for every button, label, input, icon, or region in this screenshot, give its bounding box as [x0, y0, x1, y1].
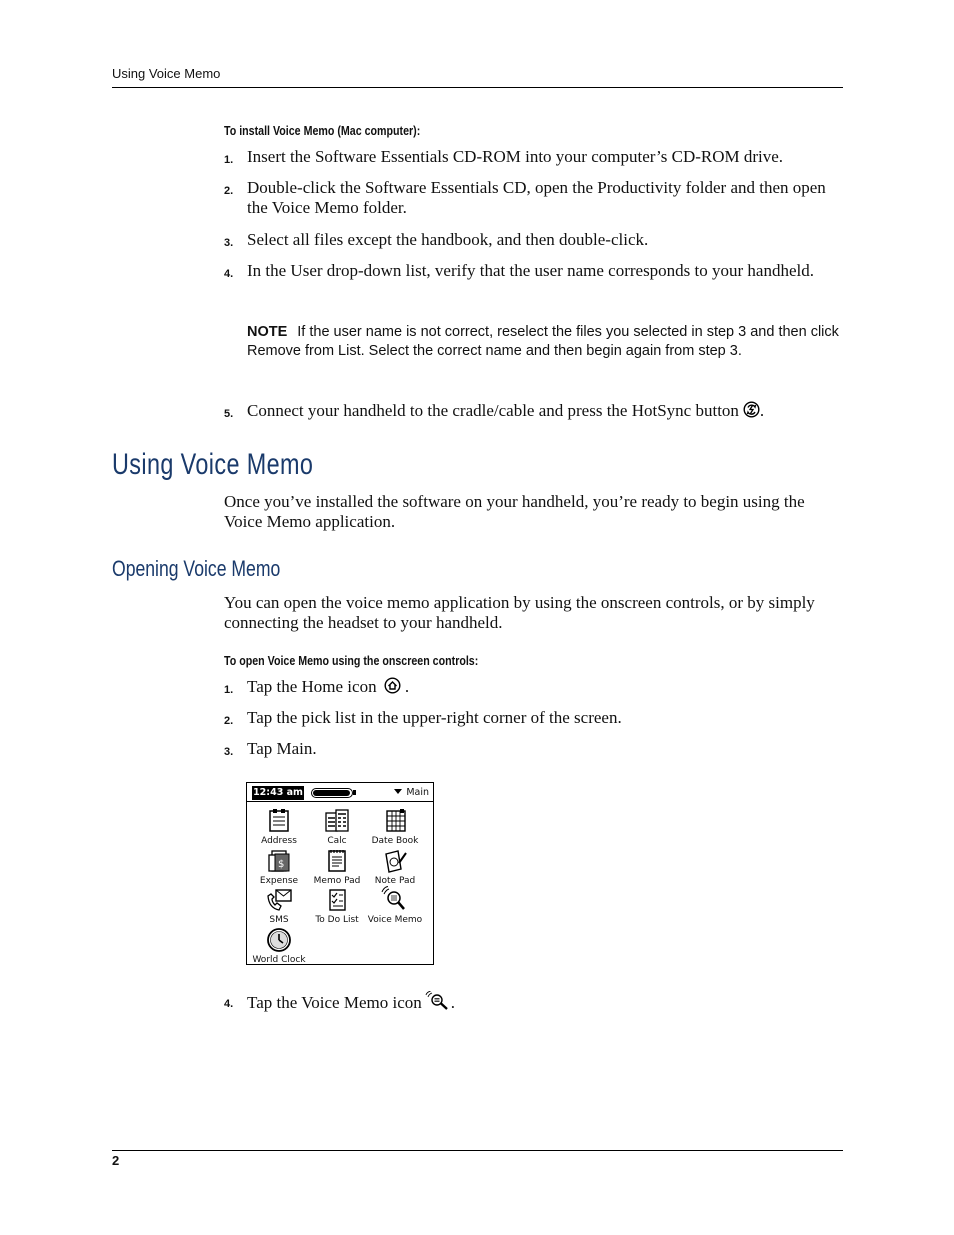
battery-icon [311, 788, 353, 798]
sms-icon [265, 886, 293, 914]
open-step-2 [224, 708, 844, 728]
date-book-icon [381, 807, 409, 835]
step-number: 3. [224, 746, 234, 758]
app-expense[interactable] [249, 847, 309, 886]
category-picklist[interactable] [394, 787, 429, 798]
category-label: Main [406, 787, 429, 798]
app-label: SMS [269, 915, 289, 925]
open-step-4 [224, 991, 844, 1016]
install-step-3 [224, 230, 844, 250]
app-world-clock[interactable] [249, 926, 309, 965]
step-number: 4. [224, 998, 234, 1010]
header-rule [112, 87, 843, 88]
app-date-book[interactable] [365, 807, 425, 846]
footer-rule [112, 1150, 843, 1151]
step-text: Tap Main. [247, 739, 317, 758]
app-address[interactable] [249, 807, 309, 846]
step-text: Tap the Voice Memo icon [247, 993, 422, 1012]
step-text: Double-click the Software Essentials CD, open the Productivity folder and then open the Voice Memo folder. [247, 178, 826, 217]
app-sms[interactable] [249, 886, 309, 925]
hotsync-icon [743, 401, 760, 423]
world-clock-icon [265, 926, 293, 954]
open-step-1 [224, 677, 844, 699]
memo-pad-icon [323, 847, 351, 875]
note [247, 323, 843, 360]
app-label: Memo Pad [313, 876, 361, 886]
step-number: 3. [224, 237, 234, 249]
install-step-2 [224, 178, 844, 218]
install-step-1 [224, 147, 844, 167]
note-label: NOTE [247, 324, 288, 340]
install-step-5 [224, 401, 844, 423]
address-icon [265, 807, 293, 835]
step-text: Select all files except the handbook, and then double-click. [247, 230, 649, 249]
step-number: 5. [224, 408, 234, 420]
step-number: 1. [224, 684, 234, 696]
app-label: Calc [327, 836, 347, 846]
title-bar-rule [247, 801, 433, 802]
app-label: To Do List [315, 915, 359, 925]
clock-display: 12:43 am [253, 787, 303, 798]
page-number: 2 [112, 1153, 120, 1168]
step-text: Insert the Software Essentials CD-ROM into your computer’s CD-ROM drive. [247, 147, 784, 166]
battery-tip [353, 790, 356, 795]
install-step-4 [224, 261, 844, 281]
install-procedure-heading: To install Voice Memo (Mac computer): [224, 123, 421, 138]
voice-memo-icon [425, 991, 451, 1016]
handheld-screen-figure [246, 782, 434, 965]
open-procedure-heading: To open Voice Memo using the onscreen controls: [224, 653, 479, 668]
app-voice-memo[interactable] [365, 886, 425, 925]
app-memo-pad[interactable] [307, 847, 367, 886]
step-number: 2. [224, 715, 234, 727]
app-to-do-list[interactable] [307, 886, 367, 925]
calc-icon [323, 807, 351, 835]
step-number: 2. [224, 185, 234, 197]
step-text-with-icon: Connect your handheld to the cradle/cable and press the HotSync button . [247, 401, 844, 423]
section-title: Using Voice Memo [112, 448, 314, 481]
step-text: Tap the Home icon [247, 677, 377, 696]
expense-icon [265, 847, 293, 875]
app-label: Voice Memo [367, 915, 423, 925]
battery-level [313, 790, 350, 796]
subsection-title: Opening Voice Memo [112, 556, 281, 581]
step-text-with-icon: Tap the Home icon . [247, 677, 844, 699]
subsection-intro: You can open the voice memo application by using the onscreen controls, or by simply connecting the headset to your handheld. [224, 593, 815, 632]
to-do-list-icon [323, 886, 351, 914]
open-step-3 [224, 739, 844, 759]
step-text: Tap the pick list in the upper-right corner of the screen. [247, 708, 622, 727]
app-note-pad[interactable] [365, 847, 425, 886]
running-header: Using Voice Memo [112, 66, 221, 81]
app-label: Date Book [371, 836, 419, 846]
app-calc[interactable] [307, 807, 367, 846]
section-intro: Once you’ve installed the software on your handheld, you’re ready to begin using the Voice Memo application. [224, 492, 805, 531]
app-label: Expense [259, 876, 299, 886]
svg-text:$: $ [278, 859, 285, 870]
voice-memo-icon [381, 886, 409, 914]
app-label: Address [261, 836, 297, 846]
app-label: Note Pad [374, 876, 416, 886]
note-text: If the user name is not correct, reselect the files you selected in step 3 and then click Remove from List. Select the correct name and then begin again from step 3. [247, 324, 839, 359]
step-text: In the User drop-down list, verify that the user name corresponds to your handheld. [247, 261, 814, 280]
step-number: 4. [224, 268, 234, 280]
step-text-with-icon: Tap the Voice Memo icon . [247, 991, 844, 1016]
step-number: 1. [224, 154, 234, 166]
step-text: Connect your handheld to the cradle/cable and press the HotSync button [247, 401, 739, 420]
note-pad-icon [381, 847, 409, 875]
home-icon [384, 677, 401, 699]
triangle-down-icon [394, 789, 402, 794]
app-label: World Clock [252, 955, 306, 965]
